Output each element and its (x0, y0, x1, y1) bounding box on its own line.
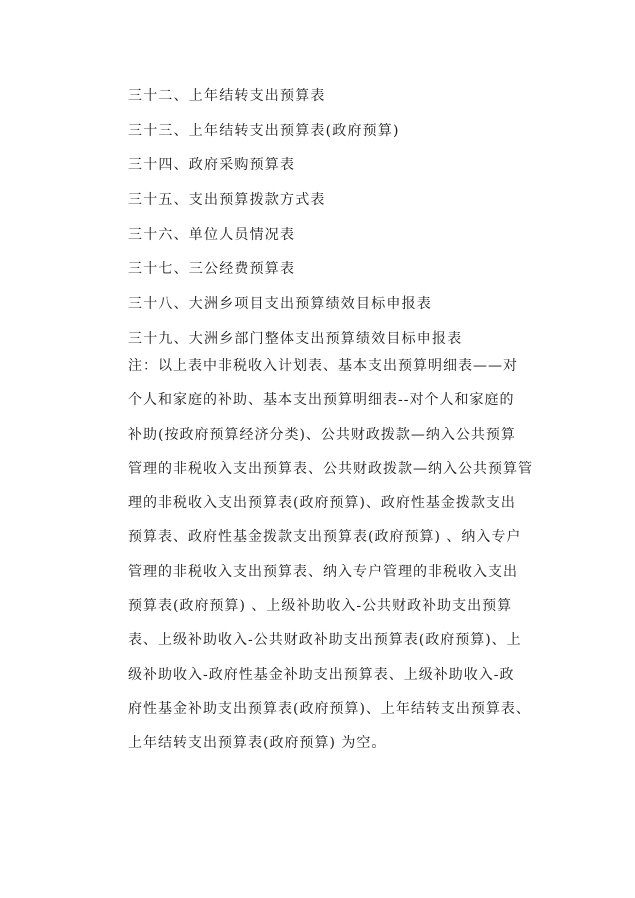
note-line: 理的非税收入支出预算表(政府预算)、政府性基金拨款支出 (128, 495, 516, 512)
toc-item: 三十六、单位人员情况表 (128, 226, 296, 243)
table-of-contents (128, 82, 462, 360)
note-line: 管理的非税收入支出预算表、纳入专户管理的非税收入支出 (128, 563, 518, 580)
note-line: 上年结转支出预算表(政府预算) 为空。 (128, 735, 387, 752)
note-paragraph (128, 352, 533, 764)
toc-item: 三十四、政府采购预算表 (128, 157, 296, 174)
note-line: 表、上级补助收入-公共财政补助支出预算表(政府预算)、上 (128, 632, 522, 649)
toc-item: 三十九、大洲乡部门整体支出预算绩效目标申报表 (128, 330, 463, 347)
toc-item: 三十七、三公经费预算表 (128, 261, 296, 278)
toc-item: 三十五、支出预算拨款方式表 (128, 192, 326, 209)
toc-item: 三十八、大洲乡项目支出预算绩效目标申报表 (128, 296, 432, 313)
note-line: 级补助收入-政府性基金补助支出预算表、上级补助收入-政 (128, 666, 515, 683)
note-line: 管理的非税收入支出预算表、公共财政拨款—纳入公共预算管 (128, 460, 533, 477)
note-line: 预算表、政府性基金拨款支出预算表(政府预算) 、纳入专户 (128, 529, 522, 546)
note-line: 府性基金补助支出预算表(政府预算)、上年结转支出预算表、 (128, 700, 531, 717)
note-line: 预算表(政府预算) 、上级补助收入-公共财政补助支出预算 (128, 598, 513, 615)
toc-item: 三十二、上年结转支出预算表 (128, 88, 326, 104)
toc-item: 三十三、上年结转支出预算表(政府预算) (128, 122, 400, 139)
note-line: 补助(按政府预算经济分类)、公共财政拨款—纳入公共预算 (128, 426, 516, 443)
note-line: 个人和家庭的补助、基本支出预算明细表--对个人和家庭的 (128, 392, 515, 409)
note-line: 注：以上表中非税收入计划表、基本支出预算明细表——对 (128, 358, 518, 374)
